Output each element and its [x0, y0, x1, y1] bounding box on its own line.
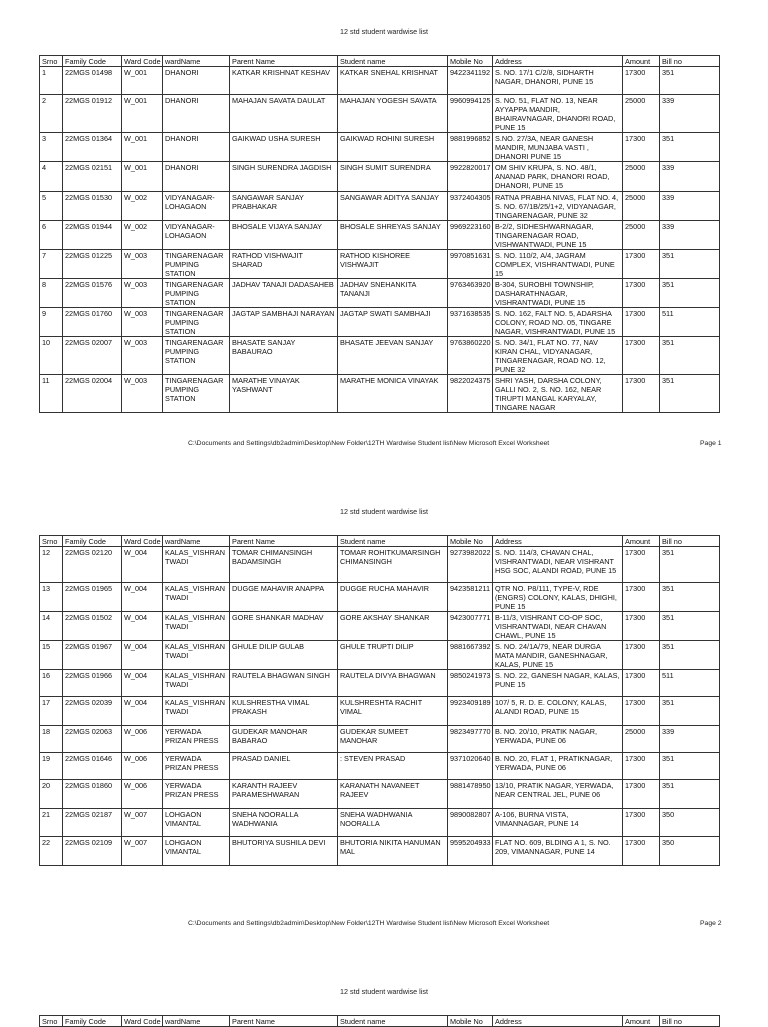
cell-address: S. NO. 17/1 C/2/8, SIDHARTH NAGAR, DHANORI, PUNE 15 — [493, 67, 623, 95]
cell-address: B-304, SUROBHI TOWNSHIP, DASHARATHNAGAR, VISHRANTWADI, PUNE 15 — [493, 279, 623, 308]
cell-parent-name: JAGTAP SAMBHAJI NARAYAN — [230, 308, 338, 337]
cell-amount: 17300 — [623, 547, 660, 583]
cell-bill-no: 351 — [660, 250, 720, 279]
cell-student-name: MAHAJAN YOGESH SAVATA — [338, 95, 448, 133]
cell-ward-name: KALAS_VISHRANTWADI — [163, 697, 230, 726]
cell-ward-code: W_007 — [122, 809, 163, 837]
cell-bill-no: 351 — [660, 337, 720, 375]
cell-amount: 17300 — [623, 583, 660, 612]
col-ward-code: Ward Code — [122, 536, 163, 547]
cell-student-name: RAUTELA DIVYA BHAGWAN — [338, 670, 448, 697]
cell-address: S. NO. 24/1A/79, NEAR DURGA MATA MANDIR, GANESHNAGAR, KALAS, PUNE 15 — [493, 641, 623, 670]
cell-mobile-no: 9970851631 — [448, 250, 493, 279]
cell-ward-code: W_004 — [122, 670, 163, 697]
cell-amount: 17300 — [623, 133, 660, 162]
col-ward-name: wardName — [163, 536, 230, 547]
cell-family-code: 22MGS 01967 — [63, 641, 122, 670]
cell-parent-name: SINGH SURENDRA JAGDISH — [230, 162, 338, 192]
col-parent-name: Parent Name — [230, 1016, 338, 1027]
cell-amount: 17300 — [623, 641, 660, 670]
cell-bill-no: 351 — [660, 67, 720, 95]
page-1-rows — [40, 67, 720, 413]
cell-amount: 25000 — [623, 192, 660, 221]
page-1-table — [39, 55, 720, 413]
table-row — [40, 337, 720, 375]
col-bill-no: Bill no — [660, 536, 720, 547]
cell-ward-name: KALAS_VISHRANTWADI — [163, 670, 230, 697]
cell-student-name: RATHOD KISHOREE VISHWAJIT — [338, 250, 448, 279]
cell-mobile-no: 9823497770 — [448, 726, 493, 753]
col-srno: Srno — [40, 56, 63, 67]
cell-parent-name: DUGGE MAHAVIR ANAPPA — [230, 583, 338, 612]
page-3-table — [39, 1015, 720, 1027]
cell-srno: 21 — [40, 809, 63, 837]
cell-mobile-no: 9763860220 — [448, 337, 493, 375]
cell-parent-name: GORE SHANKAR MADHAV — [230, 612, 338, 641]
cell-ward-code: W_006 — [122, 780, 163, 809]
cell-ward-code: W_006 — [122, 753, 163, 780]
cell-address: S. NO. 110/2, A/4, JAGRAM COMPLEX, VISHRANTWADI, PUNE 15 — [493, 250, 623, 279]
table-row — [40, 250, 720, 279]
cell-amount: 17300 — [623, 337, 660, 375]
table-row — [40, 547, 720, 583]
cell-parent-name: KATKAR KRISHNAT KESHAV — [230, 67, 338, 95]
cell-family-code: 22MGS 02109 — [63, 837, 122, 866]
page-number: Page 1 — [700, 440, 722, 447]
cell-family-code: 22MGS 01760 — [63, 308, 122, 337]
cell-ward-code: W_001 — [122, 95, 163, 133]
col-parent-name: Parent Name — [230, 56, 338, 67]
page-number: Page 2 — [700, 920, 722, 927]
cell-bill-no: 511 — [660, 670, 720, 697]
cell-family-code: 22MGS 01364 — [63, 133, 122, 162]
cell-mobile-no: 9423581211 — [448, 583, 493, 612]
cell-srno: 14 — [40, 612, 63, 641]
cell-srno: 3 — [40, 133, 63, 162]
cell-ward-name: TINGARENAGAR PUMPING STATION — [163, 308, 230, 337]
col-address: Address — [493, 1016, 623, 1027]
col-parent-name: Parent Name — [230, 536, 338, 547]
cell-amount: 17300 — [623, 308, 660, 337]
cell-ward-code: W_003 — [122, 279, 163, 308]
cell-amount: 17300 — [623, 670, 660, 697]
cell-address: FLAT NO. 609, BLDING A 1, S. NO. 209, VIMANNAGAR, PUNE 14 — [493, 837, 623, 866]
cell-srno: 22 — [40, 837, 63, 866]
cell-student-name: SINGH SUMIT SURENDRA — [338, 162, 448, 192]
cell-mobile-no: 9822024375 — [448, 375, 493, 413]
col-ward-name: wardName — [163, 56, 230, 67]
cell-srno: 11 — [40, 375, 63, 413]
cell-parent-name: RATHOD VISHWAJIT SHARAD — [230, 250, 338, 279]
cell-mobile-no: 9922820017 — [448, 162, 493, 192]
col-family-code: Family Code — [63, 56, 122, 67]
table-row — [40, 67, 720, 95]
col-mobile-no: Mobile No — [448, 56, 493, 67]
cell-ward-name: TINGARENAGAR PUMPING STATION — [163, 375, 230, 413]
cell-mobile-no: 9763463920 — [448, 279, 493, 308]
cell-mobile-no: 9371020640 — [448, 753, 493, 780]
cell-ward-name: DHANORI — [163, 162, 230, 192]
cell-family-code: 22MGS 01498 — [63, 67, 122, 95]
cell-bill-no: 351 — [660, 780, 720, 809]
cell-parent-name: TOMAR CHIMANSINGH BADAMSINGH — [230, 547, 338, 583]
cell-srno: 12 — [40, 547, 63, 583]
cell-ward-name: TINGARENAGAR PUMPING STATION — [163, 250, 230, 279]
table-row — [40, 192, 720, 221]
cell-ward-code: W_007 — [122, 837, 163, 866]
cell-srno: 15 — [40, 641, 63, 670]
col-student-name: Student name — [338, 1016, 448, 1027]
cell-srno: 8 — [40, 279, 63, 308]
col-student-name: Student name — [338, 536, 448, 547]
cell-family-code: 22MGS 01966 — [63, 670, 122, 697]
cell-parent-name: BHASATE SANJAY BABAURAO — [230, 337, 338, 375]
cell-bill-no: 339 — [660, 162, 720, 192]
cell-ward-name: TINGARENAGAR PUMPING STATION — [163, 337, 230, 375]
cell-mobile-no: 9881996852 — [448, 133, 493, 162]
cell-family-code: 22MGS 01576 — [63, 279, 122, 308]
col-bill-no: Bill no — [660, 56, 720, 67]
cell-family-code: 22MGS 01502 — [63, 612, 122, 641]
cell-student-name: JADHAV SNEHANKITA TANANJI — [338, 279, 448, 308]
cell-amount: 17300 — [623, 279, 660, 308]
cell-ward-name: VIDYANAGAR-LOHAGAON — [163, 192, 230, 221]
cell-bill-no: 351 — [660, 583, 720, 612]
cell-bill-no: 511 — [660, 308, 720, 337]
cell-address: A-106, BURNA VISTA, VIMANNAGAR, PUNE 14 — [493, 809, 623, 837]
cell-ward-code: W_001 — [122, 133, 163, 162]
cell-srno: 4 — [40, 162, 63, 192]
col-amount: Amount — [623, 536, 660, 547]
cell-family-code: 22MGS 01530 — [63, 192, 122, 221]
cell-family-code: 22MGS 01912 — [63, 95, 122, 133]
table-row — [40, 95, 720, 133]
header-row — [40, 536, 720, 547]
cell-ward-code: W_003 — [122, 308, 163, 337]
cell-ward-code: W_003 — [122, 375, 163, 413]
cell-ward-code: W_004 — [122, 547, 163, 583]
cell-srno: 6 — [40, 221, 63, 250]
cell-bill-no: 351 — [660, 279, 720, 308]
cell-ward-name: KALAS_VISHRANTWADI — [163, 612, 230, 641]
col-mobile-no: Mobile No — [448, 536, 493, 547]
cell-ward-name: YERWADA PRIZAN PRESS — [163, 726, 230, 753]
cell-mobile-no: 9960994125 — [448, 95, 493, 133]
table-row — [40, 162, 720, 192]
cell-mobile-no: 9422341192 — [448, 67, 493, 95]
col-address: Address — [493, 536, 623, 547]
cell-address: SHRI YASH, DARSHA COLONY, GALLI NO. 2, S. NO. 162, NEAR TIRUPTI MANGAL KARYALAY, TINGARE NAGAR — [493, 375, 623, 413]
cell-bill-no: 350 — [660, 809, 720, 837]
table-row — [40, 583, 720, 612]
cell-parent-name: MAHAJAN SAVATA DAULAT — [230, 95, 338, 133]
cell-srno: 7 — [40, 250, 63, 279]
cell-parent-name: PRASAD DANIEL — [230, 753, 338, 780]
page-2-title: 12 std student wardwise list — [340, 507, 428, 516]
header-row — [40, 56, 720, 67]
cell-address: S. NO. 51, FLAT NO. 13, NEAR AYYAPPA MANDIR, BHAIRAVNAGAR, DHANORI ROAD, PUNE 15 — [493, 95, 623, 133]
cell-family-code: 22MGS 01646 — [63, 753, 122, 780]
cell-family-code: 22MGS 02039 — [63, 697, 122, 726]
table-row — [40, 375, 720, 413]
table-row — [40, 221, 720, 250]
cell-ward-name: KALAS_VISHRANTWADI — [163, 583, 230, 612]
footer-file-path: C:\Documents and Settings\db2admin\Desktop\New Folder\12TH Wardwise Student list\New Microsoft Excel Worksheet — [188, 920, 550, 927]
cell-mobile-no: 9890082807 — [448, 809, 493, 837]
cell-bill-no: 351 — [660, 697, 720, 726]
cell-address: B-11/3, VISHRANT CO-OP SOC, VISHRANTWADI, NEAR CHAVAN CHAWL, PUNE 15 — [493, 612, 623, 641]
cell-bill-no: 351 — [660, 753, 720, 780]
cell-ward-name: LOHGAON VIMANTAL — [163, 809, 230, 837]
cell-ward-code: W_003 — [122, 250, 163, 279]
cell-address: 107/ 5, R. D. E. COLONY, KALAS, ALANDI ROAD, PUNE 15 — [493, 697, 623, 726]
cell-ward-code: W_003 — [122, 337, 163, 375]
cell-family-code: 22MGS 01965 — [63, 583, 122, 612]
cell-bill-no: 351 — [660, 641, 720, 670]
cell-student-name: BHASATE JEEVAN SANJAY — [338, 337, 448, 375]
cell-bill-no: 339 — [660, 726, 720, 753]
cell-ward-name: DHANORI — [163, 95, 230, 133]
page-2-rows — [40, 547, 720, 866]
cell-student-name: SANGAWAR ADITYA SANJAY — [338, 192, 448, 221]
cell-amount: 17300 — [623, 809, 660, 837]
cell-amount: 17300 — [623, 697, 660, 726]
cell-bill-no: 351 — [660, 547, 720, 583]
col-family-code: Family Code — [63, 536, 122, 547]
cell-student-name: GORE AKSHAY SHANKAR — [338, 612, 448, 641]
cell-mobile-no: 9273982022 — [448, 547, 493, 583]
cell-bill-no: 351 — [660, 612, 720, 641]
cell-parent-name: MARATHE VINAYAK YASHWANT — [230, 375, 338, 413]
col-amount: Amount — [623, 1016, 660, 1027]
cell-address: 13/10, PRATIK NAGAR, YERWADA, NEAR CENTRAL JEL, PUNE 06 — [493, 780, 623, 809]
cell-parent-name: GHULE DILIP GULAB — [230, 641, 338, 670]
cell-address: S.NO. 27/3A, NEAR GANESH MANDIR, MUNJABA VASTI , DHANORI PUNE 15 — [493, 133, 623, 162]
cell-address: OM SHIV KRUPA, S. NO. 48/1, ANANAD PARK, DHANORI ROAD, DHANORI, PUNE 15 — [493, 162, 623, 192]
col-ward-code: Ward Code — [122, 56, 163, 67]
cell-student-name: BHOSALE SHREYAS SANJAY — [338, 221, 448, 250]
cell-family-code: 22MGS 01860 — [63, 780, 122, 809]
table-row — [40, 279, 720, 308]
footer-file-path: C:\Documents and Settings\db2admin\Desktop\New Folder\12TH Wardwise Student list\New Microsoft Excel Worksheet — [188, 440, 550, 447]
cell-address: QTR NO. P8/111, TYPE-V, RDE (ENGRS) COLONY, KALAS, DHIGHI, PUNE 15 — [493, 583, 623, 612]
cell-ward-name: KALAS_VISHRANTWADI — [163, 547, 230, 583]
cell-amount: 17300 — [623, 67, 660, 95]
cell-mobile-no: 9969223160 — [448, 221, 493, 250]
cell-bill-no: 350 — [660, 837, 720, 866]
cell-student-name: DUGGE RUCHA MAHAVIR — [338, 583, 448, 612]
cell-mobile-no: 9881478950 — [448, 780, 493, 809]
cell-student-name: BHUTORIA NIKITA HANUMAN MAL — [338, 837, 448, 866]
cell-srno: 16 — [40, 670, 63, 697]
table-row — [40, 308, 720, 337]
cell-mobile-no: 9850241973 — [448, 670, 493, 697]
cell-parent-name: JADHAV TANAJI DADASAHEB — [230, 279, 338, 308]
cell-ward-name: DHANORI — [163, 133, 230, 162]
cell-family-code: 22MGS 02063 — [63, 726, 122, 753]
cell-address: RATNA PRABHA NIVAS, FLAT NO. 4, S. NO. 67/1B/25/1+2, VIDYANAGAR, TINGARENAGAR, PUNE 32 — [493, 192, 623, 221]
cell-bill-no: 351 — [660, 133, 720, 162]
cell-srno: 18 — [40, 726, 63, 753]
cell-student-name: KARANATH NAVANEET RAJEEV — [338, 780, 448, 809]
table-row — [40, 726, 720, 753]
cell-student-name: JAGTAP SWATI SAMBHAJI — [338, 308, 448, 337]
cell-ward-code: W_004 — [122, 697, 163, 726]
cell-parent-name: GUDEKAR MANOHAR BABARAO — [230, 726, 338, 753]
cell-family-code: 22MGS 01944 — [63, 221, 122, 250]
cell-family-code: 22MGS 02007 — [63, 337, 122, 375]
header-row — [40, 1016, 720, 1027]
cell-address: B. NO. 20, FLAT 1, PRATIKNAGAR, YERWADA, PUNE 06 — [493, 753, 623, 780]
cell-amount: 17300 — [623, 375, 660, 413]
cell-mobile-no: 9423007771 — [448, 612, 493, 641]
cell-amount: 17300 — [623, 780, 660, 809]
cell-srno: 5 — [40, 192, 63, 221]
col-srno: Srno — [40, 1016, 63, 1027]
cell-ward-name: TINGARENAGAR PUMPING STATION — [163, 279, 230, 308]
cell-mobile-no: 9371638535 — [448, 308, 493, 337]
col-family-code: Family Code — [63, 1016, 122, 1027]
cell-amount: 25000 — [623, 162, 660, 192]
cell-parent-name: KULSHRESTHA VIMAL PRAKASH — [230, 697, 338, 726]
col-student-name: Student name — [338, 56, 448, 67]
cell-ward-code: W_002 — [122, 192, 163, 221]
cell-address: B. NO. 20/10, PRATIK NAGAR, YERWADA, PUNE 06 — [493, 726, 623, 753]
cell-parent-name: SNEHA NOORALLA WADHWANIA — [230, 809, 338, 837]
cell-amount: 17300 — [623, 753, 660, 780]
cell-amount: 17300 — [623, 837, 660, 866]
cell-ward-code: W_001 — [122, 67, 163, 95]
cell-srno: 9 — [40, 308, 63, 337]
cell-srno: 1 — [40, 67, 63, 95]
col-srno: Srno — [40, 536, 63, 547]
cell-bill-no: 339 — [660, 221, 720, 250]
cell-parent-name: SANGAWAR SANJAY PRABHAKAR — [230, 192, 338, 221]
cell-srno: 17 — [40, 697, 63, 726]
cell-mobile-no: 9595204933 — [448, 837, 493, 866]
col-mobile-no: Mobile No — [448, 1016, 493, 1027]
col-amount: Amount — [623, 56, 660, 67]
cell-ward-name: KALAS_VISHRANTWADI — [163, 641, 230, 670]
table-row — [40, 612, 720, 641]
cell-ward-code: W_004 — [122, 612, 163, 641]
cell-address: B-2/2, SIDHESHWARNAGAR, TINGARENAGAR ROAD, VISHWANTWADI, PUNE 15 — [493, 221, 623, 250]
table-row — [40, 133, 720, 162]
cell-family-code: 22MGS 02187 — [63, 809, 122, 837]
cell-student-name: SNEHA WADHWANIA NOORALLA — [338, 809, 448, 837]
cell-srno: 20 — [40, 780, 63, 809]
cell-student-name: : STEVEN PRASAD — [338, 753, 448, 780]
cell-bill-no: 339 — [660, 192, 720, 221]
cell-student-name: KULSHRESHTA RACHIT VIMAL — [338, 697, 448, 726]
cell-ward-name: DHANORI — [163, 67, 230, 95]
cell-ward-name: YERWADA PRIZAN PRESS — [163, 753, 230, 780]
cell-ward-name: LOHGAON VIMANTAL — [163, 837, 230, 866]
cell-address: S. NO. 34/1, FLAT NO. 77, NAV KIRAN CHAL, VIDYANAGAR, TINGARENAGAR, ROAD NO. 12, PUNE 32 — [493, 337, 623, 375]
cell-ward-name: VIDYANAGAR-LOHAGAON — [163, 221, 230, 250]
table-row — [40, 780, 720, 809]
cell-parent-name: BHUTORIYA SUSHILA DEVI — [230, 837, 338, 866]
cell-amount: 25000 — [623, 95, 660, 133]
cell-bill-no: 339 — [660, 95, 720, 133]
cell-parent-name: BHOSALE VIJAYA SANJAY — [230, 221, 338, 250]
table-row — [40, 697, 720, 726]
col-ward-code: Ward Code — [122, 1016, 163, 1027]
cell-address: S. NO. 162, FALT NO. 5, ADARSHA COLONY, ROAD NO. 05, TINGARE NAGAR, VISHRANTWADI, PUNE 15 — [493, 308, 623, 337]
cell-amount: 17300 — [623, 612, 660, 641]
cell-student-name: GUDEKAR SUMEET MANOHAR — [338, 726, 448, 753]
cell-student-name: KATKAR SNEHAL KRISHNAT — [338, 67, 448, 95]
cell-mobile-no: 9372404305 — [448, 192, 493, 221]
cell-mobile-no: 9881667392 — [448, 641, 493, 670]
cell-family-code: 22MGS 02151 — [63, 162, 122, 192]
cell-student-name: GHULE TRUPTI DILIP — [338, 641, 448, 670]
cell-ward-code: W_002 — [122, 221, 163, 250]
cell-srno: 19 — [40, 753, 63, 780]
table-row — [40, 837, 720, 866]
cell-ward-code: W_001 — [122, 162, 163, 192]
cell-parent-name: KARANTH RAJEEV PARAMESHWARAN — [230, 780, 338, 809]
cell-family-code: 22MGS 01225 — [63, 250, 122, 279]
col-address: Address — [493, 56, 623, 67]
cell-ward-name: YERWADA PRIZAN PRESS — [163, 780, 230, 809]
cell-parent-name: RAUTELA BHAGWAN SINGH — [230, 670, 338, 697]
table-row — [40, 641, 720, 670]
cell-ward-code: W_004 — [122, 641, 163, 670]
cell-amount: 25000 — [623, 726, 660, 753]
cell-bill-no: 351 — [660, 375, 720, 413]
cell-srno: 13 — [40, 583, 63, 612]
cell-ward-code: W_004 — [122, 583, 163, 612]
table-row — [40, 809, 720, 837]
table-row — [40, 753, 720, 780]
cell-family-code: 22MGS 02004 — [63, 375, 122, 413]
cell-address: S. NO. 22, GANESH NAGAR, KALAS, PUNE 15 — [493, 670, 623, 697]
cell-amount: 25000 — [623, 221, 660, 250]
col-bill-no: Bill no — [660, 1016, 720, 1027]
table-row — [40, 670, 720, 697]
cell-address: S. NO. 114/3, CHAVAN CHAL, VISHRANTWADI, NEAR VISHRANT HSG SOC, ALANDI ROAD, PUNE 15 — [493, 547, 623, 583]
col-ward-name: wardName — [163, 1016, 230, 1027]
cell-student-name: MARATHE MONICA VINAYAK — [338, 375, 448, 413]
page-1-title: 12 std student wardwise list — [340, 27, 428, 36]
cell-mobile-no: 9923409189 — [448, 697, 493, 726]
cell-family-code: 22MGS 02120 — [63, 547, 122, 583]
cell-parent-name: GAIKWAD USHA SURESH — [230, 133, 338, 162]
cell-srno: 2 — [40, 95, 63, 133]
page-2-table — [39, 535, 720, 866]
cell-student-name: GAIKWAD ROHINI SURESH — [338, 133, 448, 162]
page-3-title: 12 std student wardwise list — [340, 987, 428, 996]
cell-student-name: TOMAR ROHITKUMARSINGH CHIMANSINGH — [338, 547, 448, 583]
cell-srno: 10 — [40, 337, 63, 375]
cell-ward-code: W_006 — [122, 726, 163, 753]
cell-amount: 17300 — [623, 250, 660, 279]
